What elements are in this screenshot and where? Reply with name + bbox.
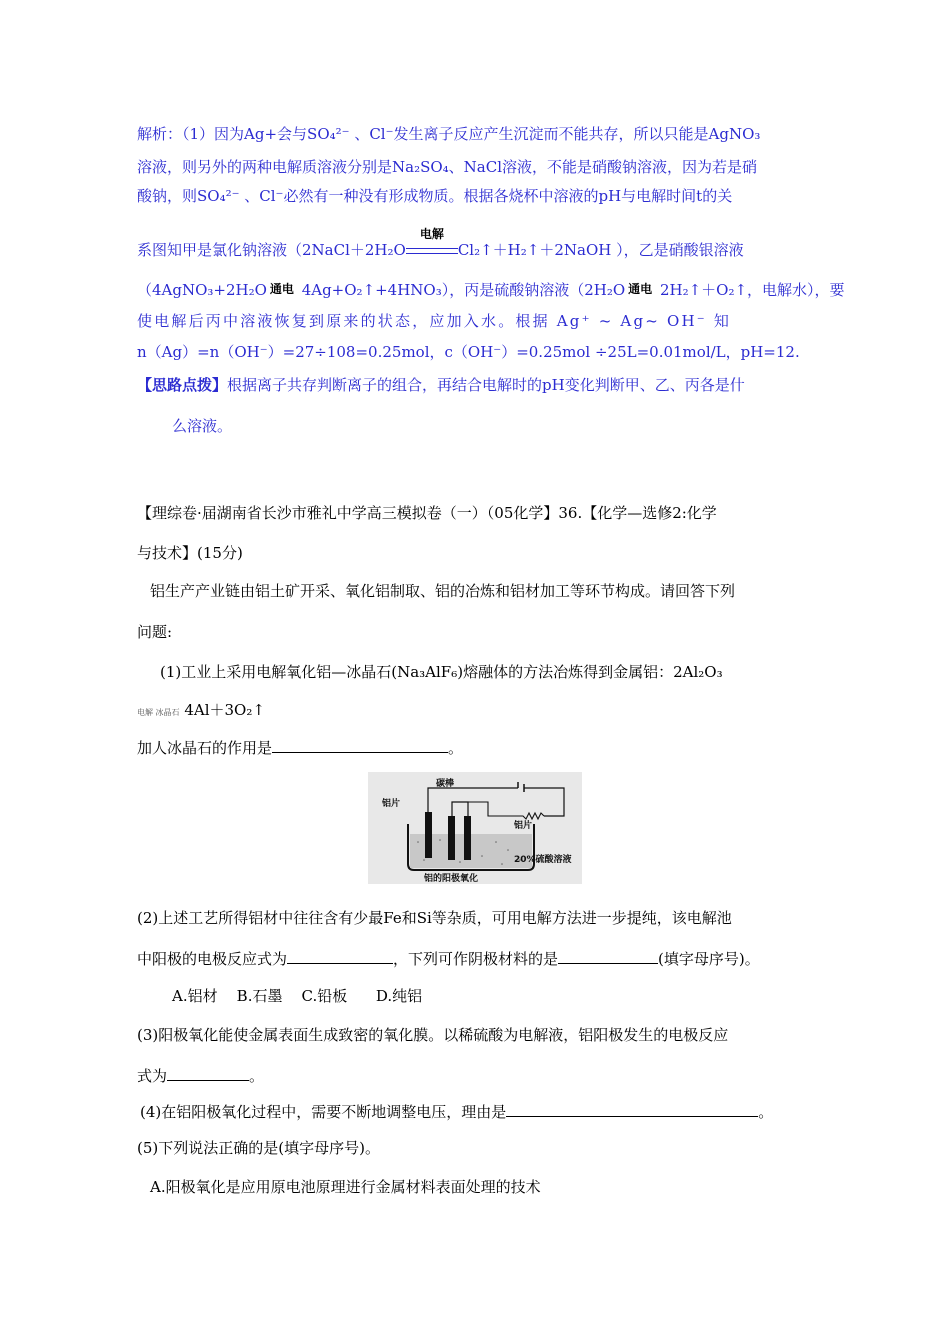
figure-caption: 铝的阳极氧化 [424, 874, 479, 884]
q3-line-2 [137, 1066, 264, 1086]
analysis-line-4b: Cl₂↑＋H₂↑＋2NaOH ），乙是硝酸银溶液 [457, 241, 744, 259]
q2-prompt-anode: 中阳极的电极反应式为 [137, 950, 288, 968]
q2-line-1: (2)上述工艺所得铝材中往往含有少最Fe和Si等杂质，可用电解方法进一步提纯，该电解池 [137, 909, 732, 927]
analysis-line-4 [137, 227, 744, 260]
q2-options: A.铝材 B.石墨 C.铅板 D.纯铝 [172, 987, 423, 1005]
analysis-line-3: 酸钠，则SO₄²⁻ 、Cl⁻必然有一种没有形成物质。根据各烧杯中溶液的pH与电解时间t的关 [137, 187, 733, 205]
anodizing-diagram-svg [368, 772, 582, 884]
q3-end: 。 [249, 1067, 265, 1085]
question-source-1: 【理综卷·届湖南省长沙市雅礼中学高三模拟卷（一）（05化学】36.【化学—选修2:化学 [137, 504, 717, 522]
q1-prompt: 加人冰晶石的作用是 [137, 739, 273, 757]
q4-answer-blank[interactable] [506, 1102, 758, 1117]
q5-line: (5)下列说法正确的是(填字母序号)。 [137, 1139, 380, 1157]
anodizing-diagram [368, 772, 582, 884]
q1-line-3 [137, 738, 463, 758]
q1-end: 。 [448, 739, 464, 757]
analysis-line-4a: 系图知甲是氯化钠溶液（2NaCl＋2H₂O [137, 241, 406, 259]
label-carbon: 碳棒 [436, 779, 455, 789]
analysis-line-1: 解析：（1）因为Ag+会与SO₄²⁻ 、Cl⁻发生离子反应产生沉淀而不能共存，所以只能是AgNO₃ [137, 125, 761, 143]
tip-text: 根据离子共存判断离子的组合，再结合电解时的pH变化判断甲、乙、丙各是什 [227, 376, 745, 394]
q3-prompt: 式为 [137, 1067, 168, 1085]
tip-line [137, 375, 745, 395]
q4-end: 。 [758, 1103, 774, 1121]
q1-line-1: (1)工业上采用电解氧化铝—冰晶石(Na₃AlF₆)熔融体的方法冶炼得到金属铝：2Al₂O₃ [160, 663, 723, 681]
label-al-right: 铝片 [514, 821, 533, 831]
analysis-line-6: 使电解后丙中溶液恢复到原来的状态，应加入水。根据 Ag⁺ ~ Ag~ OH⁻ 知 [137, 312, 732, 330]
q3-answer-blank[interactable] [167, 1066, 249, 1081]
q2-line-2 [137, 949, 760, 969]
q2-anode-blank[interactable] [287, 949, 393, 964]
q4-line [140, 1102, 773, 1122]
q2-end: (填字母序号)。 [658, 950, 760, 968]
electrolysis-label: 电解 [419, 227, 444, 241]
analysis-line-7: n（Ag）=n（OH⁻）=27÷108=0.25mol，c（OH⁻）=0.25mol ÷25L=0.01mol/L，pH=12. [137, 343, 800, 361]
tip-tag: 【思路点拨】 [137, 376, 228, 394]
analysis-line-5b: 4Ag+O₂↑+4HNO₃），丙是硫酸钠溶液（2H₂O [296, 281, 626, 299]
question-source-2: 与技术】(15分) [137, 544, 243, 562]
analysis-line-5 [137, 280, 845, 300]
al-left-electrode [425, 812, 432, 858]
energize-label-1: 通电 [269, 282, 294, 296]
analysis-line-5a: （4AgNO₃+2H₂O [137, 281, 267, 299]
q2-cathode-blank[interactable] [558, 949, 658, 964]
tip-line-2: 么溶液。 [172, 417, 233, 435]
q5-option-a: A.阳极氧化是应用原电池原理进行金属材料表面处理的技术 [150, 1178, 541, 1196]
label-al-left: 铝片 [382, 799, 401, 809]
q1-products: 4Al＋3O₂↑ [184, 701, 265, 719]
question-intro-1: 铝生产产业链由铝土矿开采、氧化铝制取、铝的冶炼和铝材加工等环节构成。请回答下列 [150, 582, 736, 600]
al-right-electrode [464, 816, 471, 860]
condition-label: 电解 冰晶石 [137, 708, 180, 717]
energize-label-2: 通电 [628, 282, 653, 296]
q1-answer-blank[interactable] [272, 738, 448, 753]
q2-prompt-cathode: ，下列可作阴极材料的是 [393, 950, 559, 968]
carbon-rod [448, 816, 455, 860]
analysis-line-2: 溶液，则另外的两种电解质溶液分别是Na₂SO₄、NaCl溶液，不能是硝酸钠溶液，因为若是硝 [137, 158, 758, 176]
q1-line-2 [137, 700, 265, 723]
label-solution: 20%硫酸溶液 [514, 855, 572, 865]
question-intro-2: 问题: [137, 623, 173, 641]
analysis-line-5c: 2H₂↑＋O₂↑，电解水），要 [655, 281, 845, 299]
electrolysis-arrow [406, 227, 458, 260]
q3-line-1: (3)阳极氧化能使金属表面生成致密的氧化膜。以稀硫酸为电解液，铝阳极发生的电极反应 [137, 1026, 729, 1044]
q4-prompt: (4)在铝阳极氧化过程中，需要不断地调整电压，理由是 [140, 1103, 507, 1121]
